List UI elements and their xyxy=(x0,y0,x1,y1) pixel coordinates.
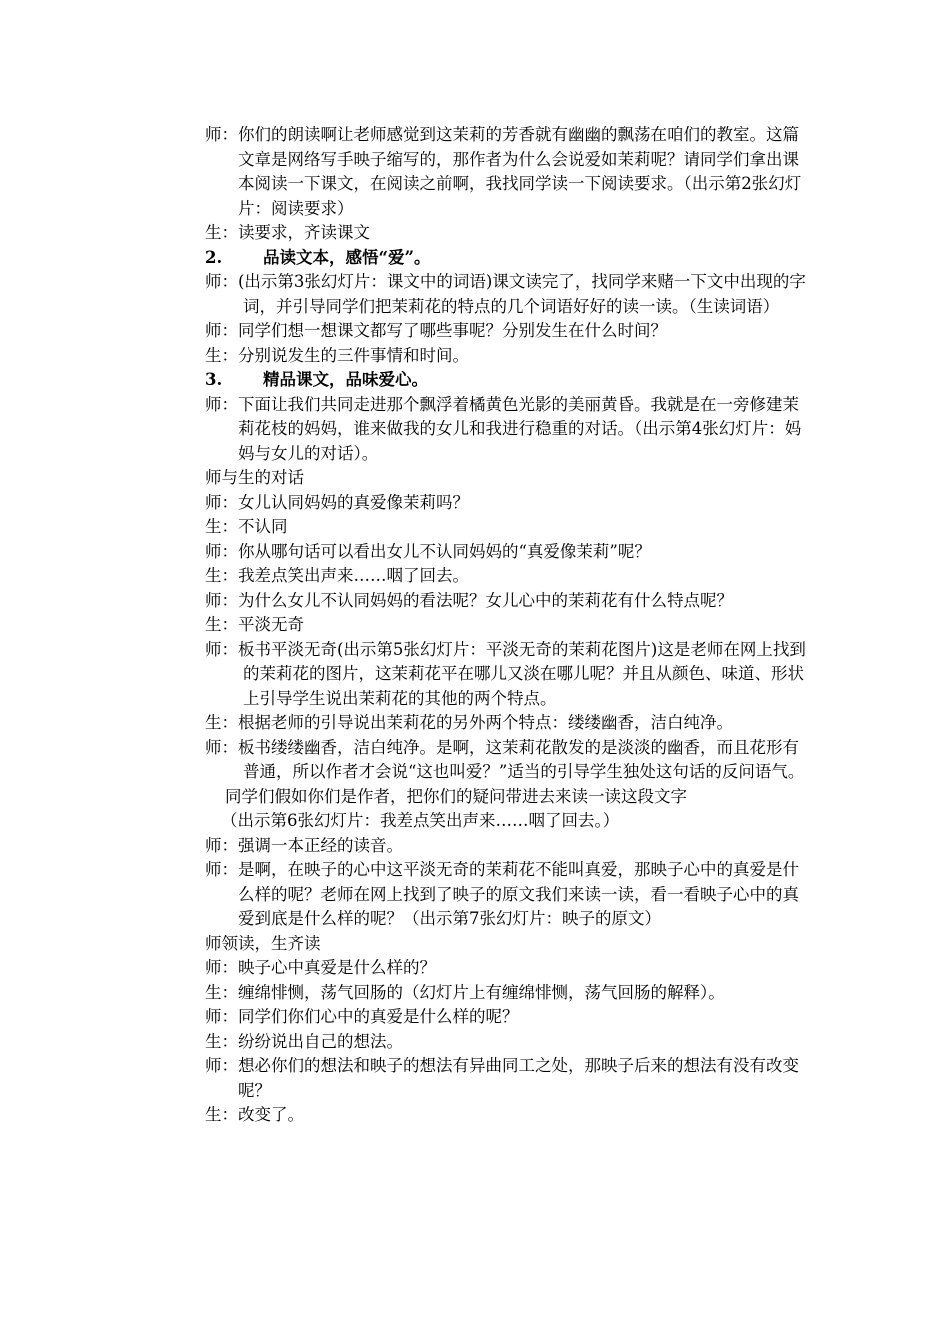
paragraph: 生：平淡无奇 xyxy=(205,615,304,634)
paragraph: 师：(出示第3张幻灯片：课文中的词语)课文读完了，找同学来赌一下文中出现的字词，并引导同学们把茉莉花的特点的几个词语好好的读一读。（生读词语） xyxy=(205,272,806,316)
paragraph: 生：不认同 xyxy=(205,517,288,536)
paragraph: 生：根据老师的引导说出茉莉花的另外两个特点：缕缕幽香，洁白纯净。 xyxy=(205,713,733,732)
paragraph: 师：是啊，在映子的心中这平淡无奇的茉莉花不能叫真爱，那映子心中的真爱是什么样的呢？老师在网上找到了映子的原文我们来读一读，看一看映子心中的真爱到底是什么样的呢？（出示第7张幻灯片：映子的原文） xyxy=(205,860,799,928)
paragraph: 生：纷纷说出自己的想法。 xyxy=(205,1031,403,1051)
section-number: 3. xyxy=(205,370,223,389)
section-heading xyxy=(205,368,815,393)
section-title: 品读文本，感悟“爱”。 xyxy=(263,247,431,267)
paragraph: 生：改变了。 xyxy=(205,1105,304,1124)
section-number: 2. xyxy=(205,247,223,267)
paragraph: 师：板书平淡无奇(出示第5张幻灯片：平淡无奇的茉莉花图片)这是老师在网上找到的茉莉花的图片，这茉莉花平在哪儿又淡在哪儿呢？并且从颜色、味道、形状上引导学生说出茉莉花的其他的两个特点。 xyxy=(205,639,806,708)
paragraph: 师：下面让我们共同走进那个飘浮着橘黄色光影的美丽黄昏。我就是在一旁修建茉莉花枝的妈妈，谁来做我的女儿和我进行稳重的对话。（出示第4张幻灯片：妈妈与女儿的对话）。 xyxy=(205,394,802,463)
paragraph: 同学们假如你们是作者，把你们的疑问带进去来读一读这段文字 xyxy=(225,786,687,806)
paragraph: 师：板书缕缕幽香，洁白纯净。是啊，这茉莉花散发的是淡淡的幽香，而且花形有普通，所以作者才会说“这也叫爱？”适当的引导学生独处这句话的反问语气。 xyxy=(205,737,805,781)
paragraph: 生：读要求，齐读课文 xyxy=(205,223,370,242)
paragraph: 师：女儿认同妈妈的真爱像茉莉吗？ xyxy=(205,492,469,512)
paragraph: 师：同学们想一想课文都写了哪些事呢？分别发生在什么时间？ xyxy=(205,321,667,340)
paragraph: 师：想必你们的想法和映子的想法有异曲同工之处，那映子后来的想法有没有改变呢？ xyxy=(205,1056,799,1100)
paragraph: 师：你们的朗读啊让老师感觉到这茉莉的芳香就有幽幽的飘荡在咱们的教室。这篇文章是网络写手映子缩写的，那作者为什么会说爱如茉莉呢？请同学们拿出课本阅读一下课文，在阅读之前啊，我找同学读一下阅读要求。（出示第2张幻灯片：阅读要求） xyxy=(205,125,802,218)
paragraph: 师领读，生齐读 xyxy=(205,933,321,953)
paragraph: 师：你从哪句话可以看出女儿不认同妈妈的“真爱像茉莉”呢？ xyxy=(205,541,651,561)
paragraph: 生：我差点笑出声来……咽了回去。 xyxy=(205,566,469,585)
section-title: 精品课文，品味爱心。 xyxy=(263,370,428,389)
paragraph: 生：分别说发生的三件事情和时间。 xyxy=(205,345,469,365)
paragraph: 师：同学们你们心中的真爱是什么样的呢？ xyxy=(205,1007,519,1026)
paragraph: 师：映子心中真爱是什么样的？ xyxy=(205,958,436,977)
section-heading xyxy=(205,246,815,271)
paragraph: 师：强调一本正经的读音。 xyxy=(205,835,403,855)
paragraph: 生：缠绵悱恻，荡气回肠的（幻灯片上有缠绵悱恻，荡气回肠的解释）。 xyxy=(205,982,725,1002)
paragraph: （出示第6张幻灯片：我差点笑出声来……咽了回去。） xyxy=(221,811,620,830)
paragraph: 师与生的对话 xyxy=(205,468,304,487)
paragraph: 师：为什么女儿不认同妈妈的看法呢？女儿心中的茉莉花有什么特点呢？ xyxy=(205,590,733,610)
document-body xyxy=(205,123,815,1128)
